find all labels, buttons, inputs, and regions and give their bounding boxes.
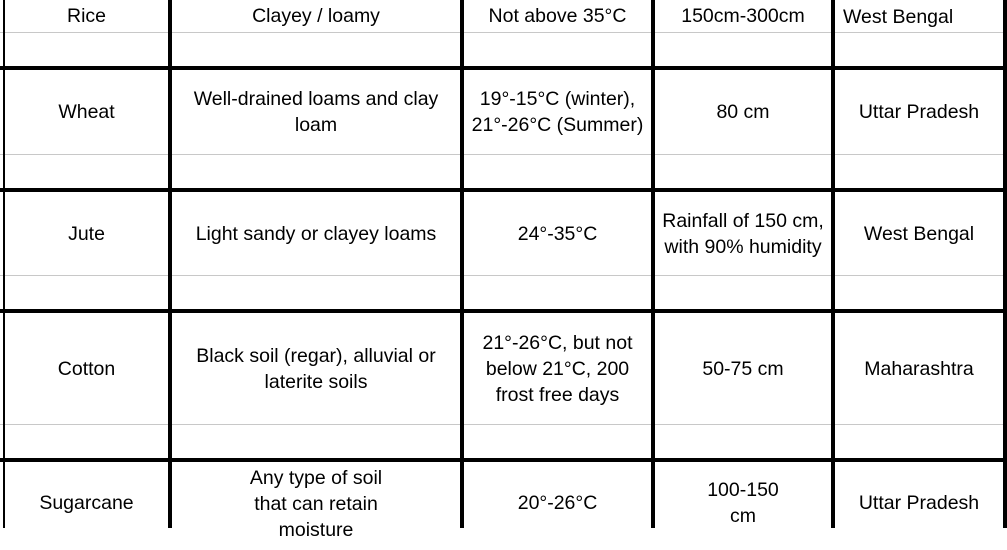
cell-soil: Any type of soil that can retain moisture xyxy=(249,467,383,541)
cell-crop: Rice xyxy=(66,5,106,27)
cell-soil: Light sandy or clayey loams xyxy=(195,222,437,245)
cell-region: West Bengal xyxy=(863,222,975,245)
gridline xyxy=(0,154,1007,155)
gridline xyxy=(0,275,1007,276)
cell-temperature: Not above 35°C xyxy=(488,5,627,27)
cell-crop: Wheat xyxy=(58,101,115,123)
cell-crop: Sugarcane xyxy=(39,492,134,514)
cell-soil: Well-drained loams and clay loam xyxy=(193,88,439,136)
cell-soil: Black soil (regar), alluvial or laterite soils xyxy=(196,344,436,393)
column-border xyxy=(1003,0,1007,528)
cell-temperature: 24°-35°C xyxy=(517,222,598,245)
cell-region: Uttar Pradesh xyxy=(858,492,980,514)
gridline xyxy=(0,424,1007,425)
cell-temperature: 20°-26°C xyxy=(517,492,598,514)
cell-rainfall: 80 cm xyxy=(716,101,770,123)
cell-rainfall: 150cm-300cm xyxy=(681,5,805,27)
cell-rainfall: Rainfall of 150 cm, with 90% humidity xyxy=(662,209,824,258)
cell-soil: Clayey / loamy xyxy=(252,5,380,27)
cell-region: Maharashtra xyxy=(864,357,974,380)
cell-rainfall: 50-75 cm xyxy=(702,357,784,380)
cell-region: West Bengal xyxy=(843,6,954,28)
cell-rainfall: 100-150 cm xyxy=(707,479,779,527)
cell-region: Uttar Pradesh xyxy=(858,101,980,123)
cell-temperature: 21°-26°C, but not below 21°C, 200 frost free days xyxy=(482,331,633,406)
cell-temperature: 19°-15°C (winter), 21°-26°C (Summer) xyxy=(471,88,644,136)
cell-crop: Cotton xyxy=(57,357,116,380)
cell-crop: Jute xyxy=(68,222,105,245)
